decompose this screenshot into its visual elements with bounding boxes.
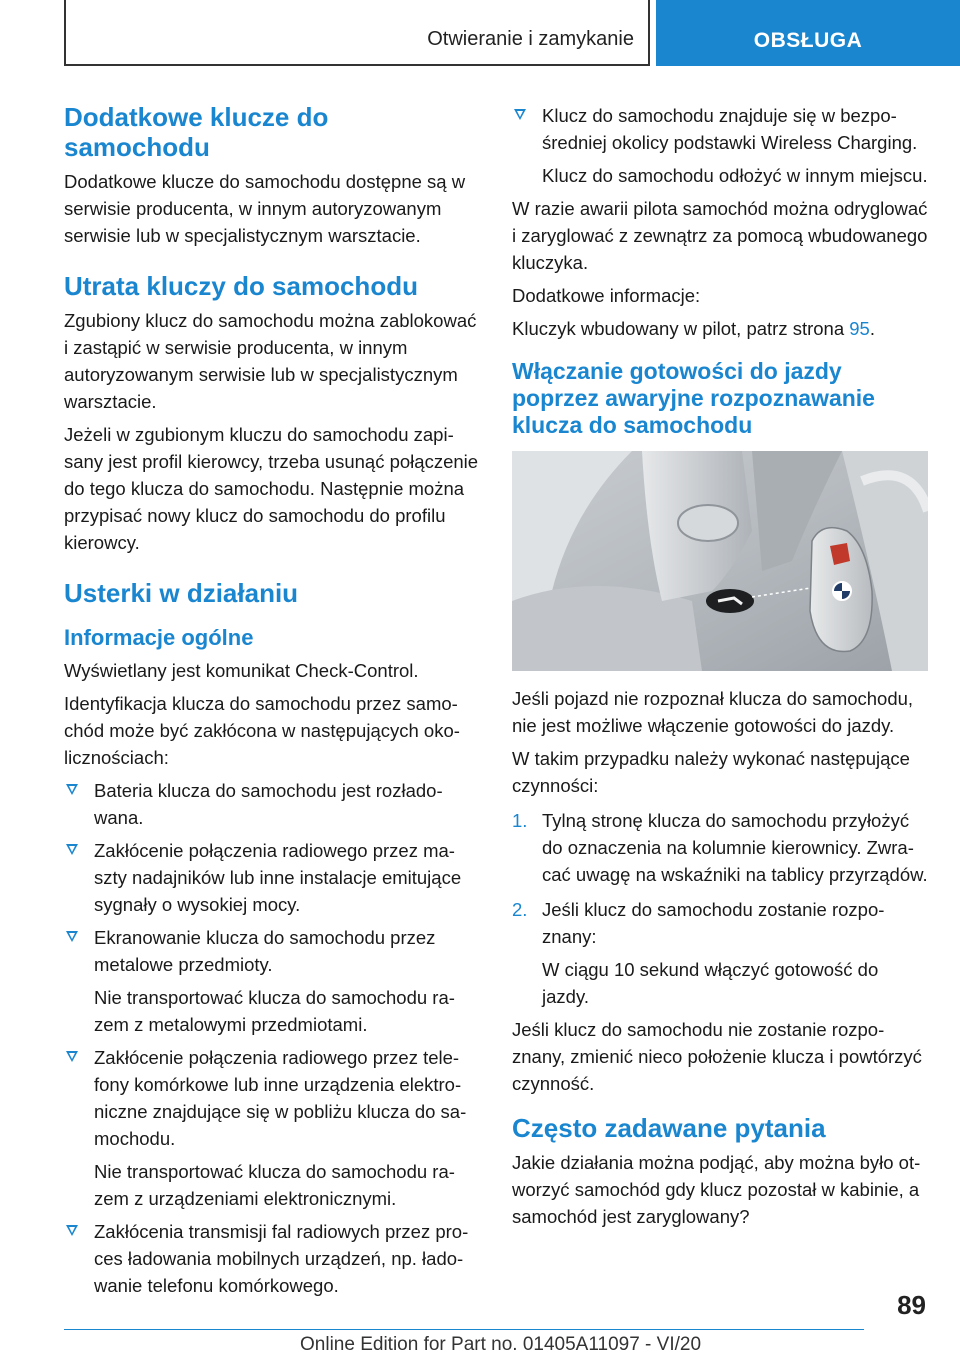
page-number: 89 — [897, 1290, 926, 1320]
list-item — [512, 807, 928, 888]
left-column — [64, 102, 480, 1305]
list-item — [64, 777, 480, 831]
list-item — [64, 924, 480, 1038]
step-text: Tylną stronę klucza do samochodu przyłożyć do oznaczenia na kolumnie kierownicy. Zwracać uwagę na wskaźniki na tablicy przyrządów. — [542, 810, 928, 885]
paragraph-identification: Identyfikacja klucza do samochodu przez samochód może być zakłócona w następujących okolicznościach: — [64, 693, 460, 768]
paragraph-faq-question: Jakie działania można podjąć, aby można było otworzyć samochód gdy klucz pozostał w kabinie, a samochód jest zaryglowany? — [512, 1152, 921, 1227]
paragraph-lost-keys-1: Zgubiony klucz do samochodu można zablokować i zastąpić w serwisie producenta, w innym autoryzowanym serwisie lub w specjalistycznym warsztacie. — [64, 310, 477, 412]
heading-faq: Często zadawane pytania — [512, 1113, 826, 1143]
steering-column-key-illustration — [512, 451, 928, 671]
paragraph-emergency-unlock: W razie awarii pilota samochód można odryglować i zaryglować z zewnątrz za pomocą wbudowanego kluczyka. — [512, 198, 928, 273]
paragraph-additional-keys: Dodatkowe klucze do samochodu dostępne są w serwisie producenta, w innym autoryzowanym serwisie lub w specjalistycznym warsztacie. — [64, 171, 466, 246]
footer-rule — [64, 1329, 864, 1330]
triangle-bullet-icon — [66, 844, 78, 855]
paragraph-steps-intro: W takim przypadku należy wykonać następujące czynności: — [512, 748, 910, 796]
list-item-text: Bateria klucza do samochodu jest rozładowana. — [94, 780, 443, 828]
list-item — [64, 1218, 480, 1299]
heading-malfunctions: Usterki w działaniu — [64, 578, 299, 608]
list-item-text: Zakłócenie połączenia radiowego przez maszty nadajników lub inne instalacje emitujące sygnały o wysokiej mocy. — [94, 840, 462, 915]
header-rule-middle — [648, 0, 650, 64]
paragraph-check-control: Wyświetlany jest komunikat Check-Control. — [64, 660, 419, 681]
page-reference-link[interactable]: 95 — [849, 318, 870, 339]
chapter-tab-label: OBSŁUGA — [753, 29, 863, 52]
edition-footer: Online Edition for Part no. 01405A11097 - VI/20 — [300, 1334, 702, 1355]
list-item — [512, 896, 928, 1010]
heading-additional-keys: Dodatkowe klucze do samochodu — [64, 102, 329, 162]
triangle-bullet-icon — [66, 784, 78, 795]
list-item-text: Ekranowanie klucza do samochodu przez metalowe przedmioty. — [94, 927, 436, 975]
step-number: 1. — [512, 810, 528, 831]
triangle-bullet-icon — [514, 109, 526, 120]
paragraph-lost-keys-2: Jeżeli w zgubionym kluczu do samochodu zapisany jest profil kierowcy, trzeba usunąć połączenie do tego klucza do samochodu. Następnie można przypisać nowy klucz do samochodu do profilu kierowcy. — [64, 424, 479, 553]
list-item-text: Zakłócenie połączenia radiowego przez telefony komórkowe lub inne urządzenia elektroniczne znajdujące się w pobliżu klucza do samochodu. — [94, 1047, 467, 1149]
triangle-bullet-icon — [66, 1225, 78, 1236]
step-text: Jeśli klucz do samochodu zostanie rozpoznany: — [542, 899, 885, 947]
list-item-note: Klucz do samochodu odłożyć w innym miejscu. — [542, 165, 928, 186]
list-item-text: Klucz do samochodu znajduje się w bezpośredniej okolicy podstawki Wireless Charging. — [542, 105, 918, 153]
paragraph-not-recognized: Jeśli pojazd nie rozpoznał klucza do samochodu, nie jest możliwe włączenie gotowości do jazdy. — [512, 688, 914, 736]
list-item — [512, 102, 928, 189]
triangle-bullet-icon — [66, 931, 78, 942]
heading-emergency-key-detection: Włączanie gotowości do jazdy poprzez awaryjne rozpoznawanie klucza do samochodu — [512, 358, 875, 438]
list-item-note: Nie transportować klucza do samochodu razem z urządzeniami elektronicznymi. — [94, 1161, 455, 1209]
list-item-text: Zakłócenia transmisji fal radiowych przez proces ładowania mobilnych urządzeń, np. ładowanie telefonu komórkowego. — [94, 1221, 469, 1296]
header-rule-bottom — [64, 64, 650, 66]
list-item — [64, 837, 480, 918]
page-header — [0, 0, 960, 66]
step-number: 2. — [512, 899, 528, 920]
triangle-bullet-icon — [66, 1051, 78, 1062]
paragraph-retry: Jeśli klucz do samochodu nie zostanie rozpoznany, zmienić nieco położenie klucza i powtórzyć czynność. — [512, 1019, 922, 1094]
step-note: W ciągu 10 sekund włączyć gotowość do jazdy. — [542, 959, 879, 1007]
heading-general-info: Informacje ogólne — [64, 625, 254, 650]
heading-lost-keys: Utrata kluczy do samochodu — [64, 271, 418, 301]
paragraph-additional-info: Dodatkowe informacje: — [512, 285, 701, 306]
right-column — [512, 102, 928, 1236]
chapter-tab — [656, 0, 960, 66]
list-item-note: Nie transportować klucza do samochodu razem z metalowymi przedmiotami. — [94, 987, 455, 1035]
reference-text: Kluczyk wbudowany w pilot, patrz strona — [512, 318, 850, 339]
list-item — [64, 1044, 480, 1212]
reference-end: . — [869, 318, 875, 339]
section-title: Otwieranie i zamykanie — [427, 28, 634, 50]
paragraph-integrated-key-ref — [512, 315, 928, 342]
